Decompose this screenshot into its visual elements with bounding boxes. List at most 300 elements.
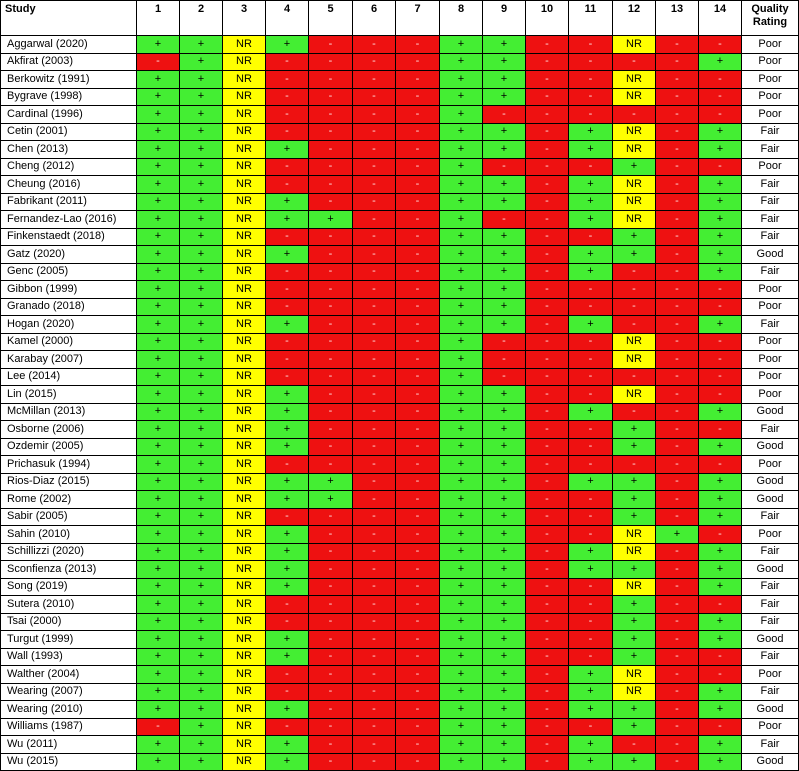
- criterion-cell: +: [137, 421, 180, 439]
- criterion-cell: -: [656, 666, 699, 684]
- criterion-cell: +: [440, 508, 483, 526]
- quality-rating-cell: Poor: [742, 456, 799, 474]
- criterion-cell: +: [266, 491, 309, 509]
- criterion-cell: +: [137, 193, 180, 211]
- criterion-cell: -: [309, 578, 353, 596]
- header-criterion-10: 10: [526, 1, 569, 36]
- criterion-cell: +: [569, 666, 613, 684]
- criterion-cell: -: [396, 561, 440, 579]
- criterion-cell: -: [613, 456, 656, 474]
- criterion-cell: +: [137, 456, 180, 474]
- criterion-cell: -: [309, 176, 353, 194]
- criterion-cell: +: [137, 648, 180, 666]
- criterion-cell: -: [396, 613, 440, 631]
- criterion-cell: -: [526, 106, 569, 124]
- criterion-cell: -: [353, 596, 396, 614]
- criterion-cell: -: [266, 508, 309, 526]
- criterion-cell: +: [483, 316, 526, 334]
- criterion-cell: +: [440, 666, 483, 684]
- criterion-cell: +: [440, 631, 483, 649]
- criterion-cell: -: [353, 53, 396, 71]
- criterion-cell: +: [137, 351, 180, 369]
- criterion-cell: +: [180, 456, 223, 474]
- criterion-cell: -: [699, 106, 742, 124]
- criterion-cell: -: [353, 141, 396, 159]
- table-row: [1, 753, 799, 771]
- criterion-cell: -: [699, 36, 742, 54]
- criterion-cell: NR: [613, 123, 656, 141]
- criterion-cell: NR: [223, 333, 266, 351]
- criterion-cell: +: [613, 718, 656, 736]
- criterion-cell: +: [180, 36, 223, 54]
- criterion-cell: -: [309, 158, 353, 176]
- criterion-cell: -: [309, 386, 353, 404]
- criterion-cell: +: [440, 526, 483, 544]
- table-row: [1, 421, 799, 439]
- criterion-cell: NR: [223, 281, 266, 299]
- criterion-cell: +: [440, 543, 483, 561]
- criterion-cell: -: [353, 561, 396, 579]
- criterion-cell: -: [353, 701, 396, 719]
- criterion-cell: -: [526, 648, 569, 666]
- quality-rating-cell: Fair: [742, 123, 799, 141]
- criterion-cell: +: [137, 403, 180, 421]
- criterion-cell: +: [656, 526, 699, 544]
- criterion-cell: -: [266, 456, 309, 474]
- criterion-cell: -: [569, 456, 613, 474]
- criterion-cell: -: [569, 596, 613, 614]
- criterion-cell: +: [180, 683, 223, 701]
- criterion-cell: +: [483, 88, 526, 106]
- criterion-cell: +: [483, 736, 526, 754]
- criterion-cell: -: [526, 158, 569, 176]
- criterion-cell: NR: [223, 438, 266, 456]
- criterion-cell: -: [526, 438, 569, 456]
- criterion-cell: -: [569, 228, 613, 246]
- criterion-cell: -: [266, 298, 309, 316]
- criterion-cell: +: [180, 613, 223, 631]
- criterion-cell: -: [699, 421, 742, 439]
- table-row: [1, 281, 799, 299]
- criterion-cell: +: [180, 193, 223, 211]
- criterion-cell: -: [309, 368, 353, 386]
- criterion-cell: -: [353, 316, 396, 334]
- quality-rating-cell: Poor: [742, 666, 799, 684]
- criterion-cell: NR: [223, 71, 266, 89]
- quality-rating-cell: Fair: [742, 211, 799, 229]
- table-row: [1, 491, 799, 509]
- criterion-cell: NR: [223, 193, 266, 211]
- criterion-cell: -: [396, 88, 440, 106]
- criterion-cell: NR: [223, 158, 266, 176]
- criterion-cell: -: [266, 718, 309, 736]
- criterion-cell: +: [137, 176, 180, 194]
- criterion-cell: +: [483, 403, 526, 421]
- criterion-cell: +: [699, 438, 742, 456]
- quality-rating-cell: Fair: [742, 736, 799, 754]
- criterion-cell: -: [699, 526, 742, 544]
- quality-rating-cell: Fair: [742, 508, 799, 526]
- criterion-cell: -: [396, 683, 440, 701]
- criterion-cell: -: [396, 123, 440, 141]
- criterion-cell: -: [353, 578, 396, 596]
- criterion-cell: NR: [223, 36, 266, 54]
- criterion-cell: +: [137, 736, 180, 754]
- criterion-cell: -: [699, 718, 742, 736]
- criterion-cell: -: [526, 228, 569, 246]
- criterion-cell: +: [266, 631, 309, 649]
- study-name: Cardinal (1996): [1, 106, 137, 124]
- study-name: Williams (1987): [1, 718, 137, 736]
- criterion-cell: NR: [223, 211, 266, 229]
- criterion-cell: -: [396, 36, 440, 54]
- criterion-cell: +: [180, 333, 223, 351]
- table-row: [1, 666, 799, 684]
- criterion-cell: +: [137, 158, 180, 176]
- criterion-cell: +: [180, 421, 223, 439]
- table-row: [1, 211, 799, 229]
- criterion-cell: -: [526, 543, 569, 561]
- criterion-cell: NR: [223, 141, 266, 159]
- criterion-cell: +: [440, 281, 483, 299]
- table-row: [1, 613, 799, 631]
- criterion-cell: -: [569, 613, 613, 631]
- criterion-cell: +: [309, 211, 353, 229]
- criterion-cell: +: [266, 736, 309, 754]
- table-row: [1, 158, 799, 176]
- criterion-cell: +: [569, 683, 613, 701]
- criterion-cell: -: [266, 123, 309, 141]
- study-name: Fernandez-Lao (2016): [1, 211, 137, 229]
- criterion-cell: -: [569, 53, 613, 71]
- criterion-cell: -: [569, 351, 613, 369]
- quality-rating-cell: Poor: [742, 158, 799, 176]
- criterion-cell: -: [396, 141, 440, 159]
- criterion-cell: -: [396, 753, 440, 771]
- quality-rating-cell: Good: [742, 473, 799, 491]
- criterion-cell: -: [309, 648, 353, 666]
- criterion-cell: +: [137, 368, 180, 386]
- criterion-cell: NR: [223, 578, 266, 596]
- table-row: [1, 386, 799, 404]
- criterion-cell: +: [440, 246, 483, 264]
- criterion-cell: +: [137, 473, 180, 491]
- criterion-cell: -: [526, 176, 569, 194]
- criterion-cell: -: [613, 53, 656, 71]
- criterion-cell: +: [483, 701, 526, 719]
- criterion-cell: +: [137, 491, 180, 509]
- criterion-cell: +: [483, 561, 526, 579]
- criterion-cell: -: [353, 666, 396, 684]
- criterion-cell: +: [483, 491, 526, 509]
- table-row: [1, 88, 799, 106]
- criterion-cell: -: [309, 596, 353, 614]
- criterion-cell: -: [699, 596, 742, 614]
- criterion-cell: -: [309, 438, 353, 456]
- header-criterion-1: 1: [137, 1, 180, 36]
- header-criterion-13: 13: [656, 1, 699, 36]
- criterion-cell: +: [266, 141, 309, 159]
- criterion-cell: +: [180, 246, 223, 264]
- criterion-cell: -: [266, 683, 309, 701]
- criterion-cell: -: [569, 368, 613, 386]
- criterion-cell: NR: [613, 526, 656, 544]
- criterion-cell: +: [180, 141, 223, 159]
- quality-rating-cell: Good: [742, 631, 799, 649]
- criterion-cell: +: [483, 263, 526, 281]
- criterion-cell: NR: [223, 106, 266, 124]
- criterion-cell: -: [353, 648, 396, 666]
- criterion-cell: +: [440, 53, 483, 71]
- criterion-cell: -: [396, 193, 440, 211]
- criterion-cell: +: [180, 508, 223, 526]
- criterion-cell: -: [526, 456, 569, 474]
- criterion-cell: +: [569, 736, 613, 754]
- header-criterion-3: 3: [223, 1, 266, 36]
- study-name: Akfirat (2003): [1, 53, 137, 71]
- criterion-cell: +: [569, 123, 613, 141]
- criterion-cell: +: [180, 543, 223, 561]
- criterion-cell: -: [483, 106, 526, 124]
- table-row: [1, 596, 799, 614]
- header-criterion-7: 7: [396, 1, 440, 36]
- criterion-cell: -: [353, 473, 396, 491]
- criterion-cell: -: [396, 666, 440, 684]
- criterion-cell: NR: [223, 263, 266, 281]
- criterion-cell: +: [483, 718, 526, 736]
- criterion-cell: +: [266, 386, 309, 404]
- criterion-cell: -: [266, 176, 309, 194]
- criterion-cell: NR: [223, 473, 266, 491]
- criterion-cell: -: [353, 386, 396, 404]
- criterion-cell: -: [656, 211, 699, 229]
- table-row: [1, 456, 799, 474]
- criterion-cell: -: [526, 71, 569, 89]
- criterion-cell: +: [180, 736, 223, 754]
- table-row: [1, 368, 799, 386]
- study-name: Rios-Diaz (2015): [1, 473, 137, 491]
- criterion-cell: -: [396, 281, 440, 299]
- criterion-cell: +: [440, 351, 483, 369]
- criterion-cell: -: [656, 543, 699, 561]
- criterion-cell: NR: [613, 36, 656, 54]
- criterion-cell: -: [483, 211, 526, 229]
- table-row: [1, 316, 799, 334]
- criterion-cell: -: [613, 263, 656, 281]
- criterion-cell: +: [440, 316, 483, 334]
- criterion-cell: +: [613, 508, 656, 526]
- criterion-cell: +: [440, 613, 483, 631]
- criterion-cell: -: [656, 438, 699, 456]
- criterion-cell: -: [353, 543, 396, 561]
- criterion-cell: -: [353, 403, 396, 421]
- table-row: [1, 648, 799, 666]
- study-name: Hogan (2020): [1, 316, 137, 334]
- criterion-cell: -: [353, 368, 396, 386]
- criterion-cell: +: [266, 403, 309, 421]
- criterion-cell: -: [526, 718, 569, 736]
- criterion-cell: -: [526, 473, 569, 491]
- criterion-cell: +: [440, 403, 483, 421]
- criterion-cell: -: [309, 298, 353, 316]
- criterion-cell: +: [483, 246, 526, 264]
- criterion-cell: -: [656, 193, 699, 211]
- criterion-cell: NR: [613, 141, 656, 159]
- criterion-cell: +: [613, 613, 656, 631]
- criterion-cell: +: [180, 561, 223, 579]
- criterion-cell: -: [396, 246, 440, 264]
- criterion-cell: +: [137, 386, 180, 404]
- criterion-cell: -: [396, 421, 440, 439]
- criterion-cell: +: [309, 473, 353, 491]
- criterion-cell: +: [440, 596, 483, 614]
- criterion-cell: -: [526, 561, 569, 579]
- study-name: Genc (2005): [1, 263, 137, 281]
- criterion-cell: +: [266, 438, 309, 456]
- criterion-cell: +: [483, 578, 526, 596]
- criterion-cell: +: [137, 613, 180, 631]
- criterion-cell: -: [569, 648, 613, 666]
- header-criterion-14: 14: [699, 1, 742, 36]
- table-row: [1, 53, 799, 71]
- table-row: [1, 263, 799, 281]
- criterion-cell: -: [656, 753, 699, 771]
- criterion-cell: +: [137, 526, 180, 544]
- criterion-cell: -: [353, 228, 396, 246]
- criterion-cell: NR: [223, 648, 266, 666]
- quality-rating-cell: Good: [742, 753, 799, 771]
- criterion-cell: -: [526, 753, 569, 771]
- study-name: Walther (2004): [1, 666, 137, 684]
- criterion-cell: +: [440, 386, 483, 404]
- criterion-cell: -: [309, 316, 353, 334]
- criterion-cell: -: [309, 718, 353, 736]
- criterion-cell: +: [180, 491, 223, 509]
- study-name: Kamel (2000): [1, 333, 137, 351]
- criterion-cell: +: [483, 228, 526, 246]
- criterion-cell: -: [526, 88, 569, 106]
- criterion-cell: -: [396, 228, 440, 246]
- criterion-cell: NR: [223, 561, 266, 579]
- criterion-cell: +: [440, 141, 483, 159]
- criterion-cell: -: [526, 631, 569, 649]
- criterion-cell: -: [656, 71, 699, 89]
- criterion-cell: +: [137, 71, 180, 89]
- study-name: Sabir (2005): [1, 508, 137, 526]
- criterion-cell: -: [309, 141, 353, 159]
- criterion-cell: +: [440, 123, 483, 141]
- criterion-cell: -: [526, 578, 569, 596]
- criterion-cell: -: [526, 596, 569, 614]
- study-name: Wu (2011): [1, 736, 137, 754]
- criterion-cell: +: [180, 71, 223, 89]
- criterion-cell: +: [137, 211, 180, 229]
- table-row: [1, 473, 799, 491]
- criterion-cell: -: [526, 666, 569, 684]
- criterion-cell: -: [656, 631, 699, 649]
- criterion-cell: -: [656, 368, 699, 386]
- criterion-cell: -: [526, 193, 569, 211]
- criterion-cell: NR: [223, 176, 266, 194]
- criterion-cell: -: [266, 158, 309, 176]
- criterion-cell: +: [180, 263, 223, 281]
- criterion-cell: +: [137, 228, 180, 246]
- criterion-cell: -: [526, 316, 569, 334]
- criterion-cell: -: [396, 508, 440, 526]
- criterion-cell: -: [396, 736, 440, 754]
- criterion-cell: NR: [223, 543, 266, 561]
- table-row: [1, 526, 799, 544]
- criterion-cell: +: [137, 141, 180, 159]
- criterion-cell: -: [526, 298, 569, 316]
- criterion-cell: +: [440, 71, 483, 89]
- criterion-cell: +: [440, 36, 483, 54]
- table-row: [1, 631, 799, 649]
- table-row: [1, 578, 799, 596]
- criterion-cell: -: [656, 701, 699, 719]
- criterion-cell: +: [137, 543, 180, 561]
- criterion-cell: -: [309, 613, 353, 631]
- criterion-cell: -: [266, 368, 309, 386]
- criterion-cell: NR: [223, 246, 266, 264]
- header-criterion-5: 5: [309, 1, 353, 36]
- criterion-cell: +: [137, 298, 180, 316]
- criterion-cell: +: [483, 508, 526, 526]
- criterion-cell: +: [266, 211, 309, 229]
- criterion-cell: +: [699, 701, 742, 719]
- criterion-cell: -: [309, 683, 353, 701]
- criterion-cell: +: [569, 403, 613, 421]
- criterion-cell: -: [569, 298, 613, 316]
- criterion-cell: +: [440, 368, 483, 386]
- criterion-cell: +: [440, 456, 483, 474]
- study-name: Cheung (2016): [1, 176, 137, 194]
- criterion-cell: -: [396, 386, 440, 404]
- criterion-cell: -: [569, 281, 613, 299]
- criterion-cell: +: [180, 123, 223, 141]
- criterion-cell: -: [309, 753, 353, 771]
- quality-rating-cell: Fair: [742, 421, 799, 439]
- criterion-cell: +: [440, 298, 483, 316]
- criterion-cell: +: [699, 631, 742, 649]
- criterion-cell: NR: [223, 736, 266, 754]
- criterion-cell: -: [353, 281, 396, 299]
- criterion-cell: -: [526, 246, 569, 264]
- criterion-cell: -: [396, 473, 440, 491]
- criterion-cell: +: [266, 561, 309, 579]
- quality-rating-cell: Poor: [742, 526, 799, 544]
- quality-rating-cell: Fair: [742, 141, 799, 159]
- criterion-cell: -: [266, 333, 309, 351]
- table-row: [1, 106, 799, 124]
- criterion-cell: -: [569, 578, 613, 596]
- criterion-cell: +: [569, 141, 613, 159]
- quality-rating-cell: Fair: [742, 176, 799, 194]
- criterion-cell: -: [699, 386, 742, 404]
- criterion-cell: -: [396, 211, 440, 229]
- criterion-cell: -: [656, 53, 699, 71]
- study-name: Sahin (2010): [1, 526, 137, 544]
- study-name: Rome (2002): [1, 491, 137, 509]
- study-name: Wearing (2007): [1, 683, 137, 701]
- criterion-cell: +: [613, 158, 656, 176]
- criterion-cell: +: [483, 526, 526, 544]
- criterion-cell: +: [180, 438, 223, 456]
- criterion-cell: +: [483, 648, 526, 666]
- criterion-cell: -: [353, 456, 396, 474]
- criterion-cell: -: [656, 683, 699, 701]
- study-name: Ozdemir (2005): [1, 438, 137, 456]
